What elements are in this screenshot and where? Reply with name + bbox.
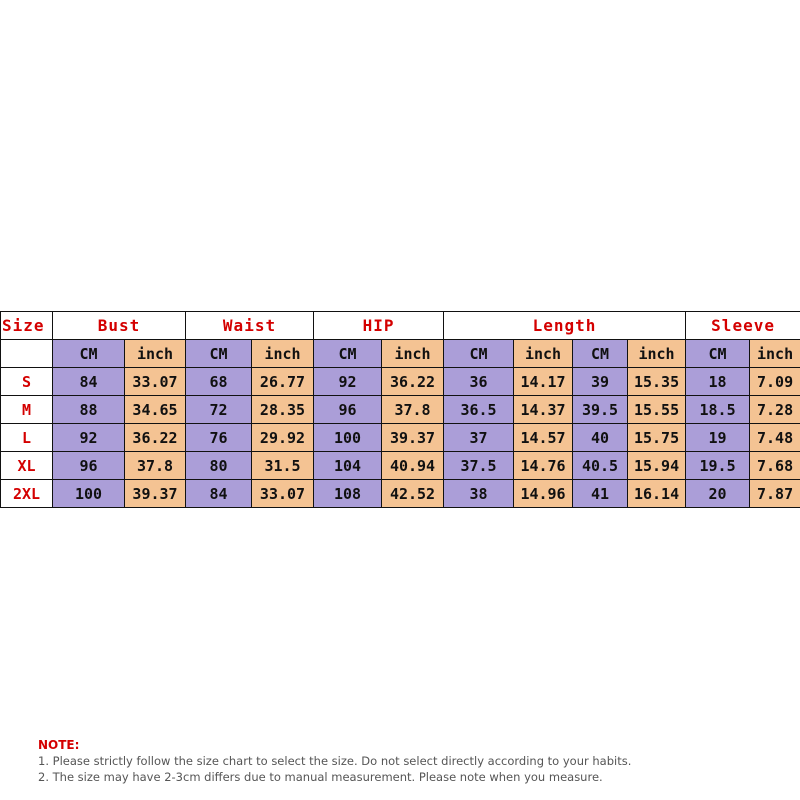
inch-value-cell: 14.76 xyxy=(514,452,573,480)
cm-value-cell: 104 xyxy=(314,452,382,480)
note-block xyxy=(38,737,631,785)
cm-value-cell: 88 xyxy=(53,396,125,424)
cm-value-cell: 80 xyxy=(186,452,252,480)
inch-value-cell: 31.5 xyxy=(252,452,314,480)
inch-value-cell: 39.37 xyxy=(125,480,186,508)
unit-header-cell: CM xyxy=(314,340,382,368)
inch-value-cell: 29.92 xyxy=(252,424,314,452)
cm-value-cell: 96 xyxy=(53,452,125,480)
inch-value-cell: 16.14 xyxy=(628,480,686,508)
inch-value-cell: 37.8 xyxy=(382,396,444,424)
group-header-row xyxy=(1,312,800,340)
inch-value-cell: 7.09 xyxy=(750,368,800,396)
inch-value-cell: 7.48 xyxy=(750,424,800,452)
group-header-waist: Waist xyxy=(186,312,314,340)
cm-value-cell: 39.5 xyxy=(573,396,628,424)
size-label: XL xyxy=(1,452,53,480)
inch-value-cell: 15.94 xyxy=(628,452,686,480)
cm-value-cell: 39 xyxy=(573,368,628,396)
note-title: NOTE: xyxy=(38,738,80,752)
table-row xyxy=(1,424,800,452)
cm-value-cell: 36 xyxy=(444,368,514,396)
inch-value-cell: 14.17 xyxy=(514,368,573,396)
inch-value-cell: 15.75 xyxy=(628,424,686,452)
inch-value-cell: 7.68 xyxy=(750,452,800,480)
size-column-header: Size xyxy=(1,312,53,340)
unit-header-blank xyxy=(1,340,53,368)
cm-value-cell: 18 xyxy=(686,368,750,396)
inch-value-cell: 33.07 xyxy=(252,480,314,508)
cm-value-cell: 40 xyxy=(573,424,628,452)
inch-value-cell: 37.8 xyxy=(125,452,186,480)
inch-value-cell: 36.22 xyxy=(125,424,186,452)
inch-value-cell: 26.77 xyxy=(252,368,314,396)
inch-value-cell: 36.22 xyxy=(382,368,444,396)
group-header-length: Length xyxy=(444,312,686,340)
table-row xyxy=(1,396,800,424)
unit-header-cell: CM xyxy=(686,340,750,368)
cm-value-cell: 19.5 xyxy=(686,452,750,480)
size-chart-table xyxy=(0,311,800,508)
cm-value-cell: 92 xyxy=(314,368,382,396)
cm-value-cell: 84 xyxy=(53,368,125,396)
cm-value-cell: 72 xyxy=(186,396,252,424)
cm-value-cell: 37 xyxy=(444,424,514,452)
cm-value-cell: 100 xyxy=(314,424,382,452)
inch-value-cell: 14.57 xyxy=(514,424,573,452)
inch-value-cell: 28.35 xyxy=(252,396,314,424)
unit-header-cell: CM xyxy=(573,340,628,368)
size-label: M xyxy=(1,396,53,424)
size-label: S xyxy=(1,368,53,396)
inch-value-cell: 14.96 xyxy=(514,480,573,508)
cm-value-cell: 92 xyxy=(53,424,125,452)
unit-header-cell: inch xyxy=(514,340,573,368)
cm-value-cell: 68 xyxy=(186,368,252,396)
cm-value-cell: 40.5 xyxy=(573,452,628,480)
unit-header-cell: CM xyxy=(444,340,514,368)
group-header-hip: HIP xyxy=(314,312,444,340)
cm-value-cell: 37.5 xyxy=(444,452,514,480)
inch-value-cell: 40.94 xyxy=(382,452,444,480)
note-line-1: 1. Please strictly follow the size chart to select the size. Do not select directly according to your habits. xyxy=(38,754,632,768)
table-row xyxy=(1,480,800,508)
inch-value-cell: 7.28 xyxy=(750,396,800,424)
cm-value-cell: 76 xyxy=(186,424,252,452)
cm-value-cell: 19 xyxy=(686,424,750,452)
unit-header-cell: CM xyxy=(186,340,252,368)
inch-value-cell: 7.87 xyxy=(750,480,800,508)
cm-value-cell: 38 xyxy=(444,480,514,508)
inch-value-cell: 15.35 xyxy=(628,368,686,396)
cm-value-cell: 36.5 xyxy=(444,396,514,424)
cm-value-cell: 96 xyxy=(314,396,382,424)
group-header-sleeve: Sleeve xyxy=(686,312,800,340)
unit-header-cell: CM xyxy=(53,340,125,368)
cm-value-cell: 100 xyxy=(53,480,125,508)
cm-value-cell: 41 xyxy=(573,480,628,508)
unit-header-cell: inch xyxy=(382,340,444,368)
inch-value-cell: 33.07 xyxy=(125,368,186,396)
inch-value-cell: 42.52 xyxy=(382,480,444,508)
size-label: L xyxy=(1,424,53,452)
unit-header-row xyxy=(1,340,800,368)
size-label: 2XL xyxy=(1,480,53,508)
table-row xyxy=(1,452,800,480)
size-rows xyxy=(1,368,800,508)
inch-value-cell: 34.65 xyxy=(125,396,186,424)
group-header-bust: Bust xyxy=(53,312,186,340)
unit-header-cell: inch xyxy=(750,340,800,368)
unit-header-cell: inch xyxy=(125,340,186,368)
cm-value-cell: 18.5 xyxy=(686,396,750,424)
unit-header-cell: inch xyxy=(252,340,314,368)
unit-header-cell: inch xyxy=(628,340,686,368)
cm-value-cell: 20 xyxy=(686,480,750,508)
note-line-2: 2. The size may have 2-3cm differs due to manual measurement. Please note when you measure. xyxy=(38,770,603,784)
cm-value-cell: 84 xyxy=(186,480,252,508)
inch-value-cell: 14.37 xyxy=(514,396,573,424)
inch-value-cell: 39.37 xyxy=(382,424,444,452)
cm-value-cell: 108 xyxy=(314,480,382,508)
inch-value-cell: 15.55 xyxy=(628,396,686,424)
table-row xyxy=(1,368,800,396)
